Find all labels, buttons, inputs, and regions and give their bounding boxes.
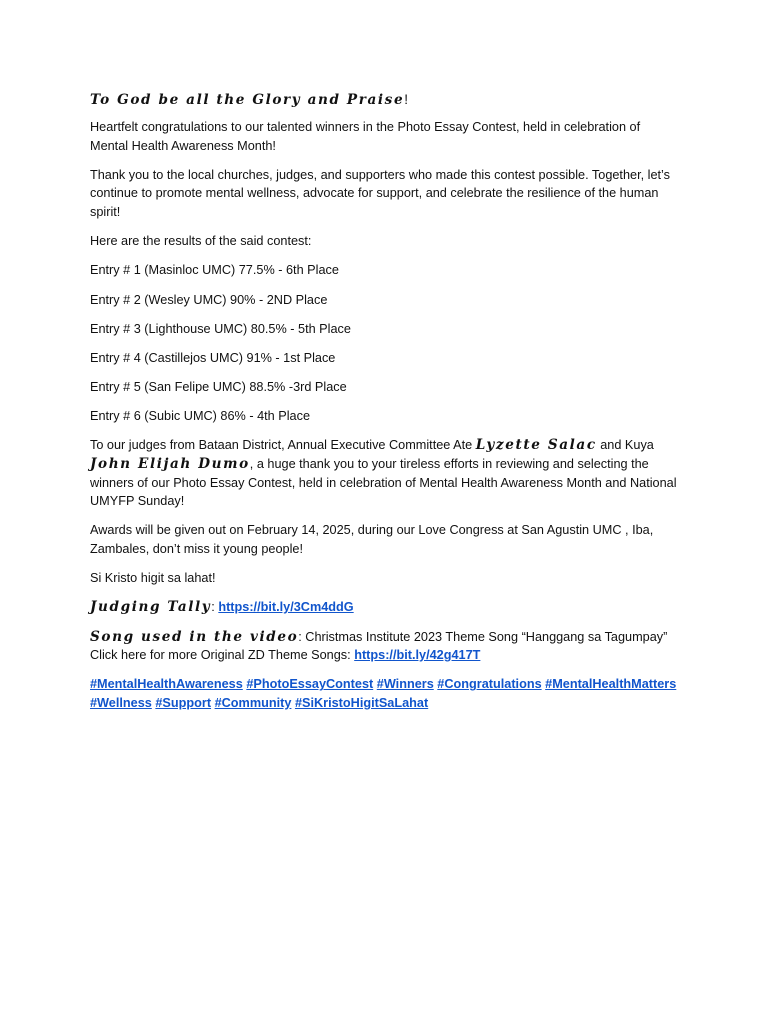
- song-label: Song used in the video: [90, 628, 299, 645]
- hashtags: [90, 675, 680, 712]
- hashtag-link[interactable]: #Support: [155, 695, 212, 710]
- hashtag-link[interactable]: #Congratulations: [437, 677, 542, 692]
- heading-text: To God be all the Glory and Praise: [90, 92, 405, 108]
- hashtag-link[interactable]: #PhotoEssayContest: [246, 677, 374, 692]
- song-link[interactable]: https://bit.ly/42g417T: [354, 648, 481, 663]
- awards-paragraph: Awards will be given out on February 14, 2025, during our Love Congress at San Agustin UMC , Iba, Zambales, don’t miss it young people!: [90, 523, 654, 557]
- heading: [90, 89, 680, 111]
- thanks-paragraph: Thank you to the local churches, judges, and supporters who made this contest possible. Together, let’s continue to promote mental wellness, advocate for support, and celebrate the resilience of the human spirit!: [90, 167, 670, 219]
- judging-tally-label: Judging Tally: [90, 599, 212, 616]
- judges-suffix: , a huge thank you to your tireless efforts in reviewing and selecting the winners of our Photo Essay Contest, held in celebration of Mental Health Awareness Month and National UMYFP Sunday!: [90, 457, 677, 509]
- intro-paragraph: Heartfelt congratulations to our talented winners in the Photo Essay Contest, held in celebration of Mental Health Awareness Month!: [90, 120, 641, 153]
- hashtag-link[interactable]: #MentalHealthMatters: [545, 677, 677, 692]
- entry-item: Entry # 4 (Castillejos UMC) 91% - 1st Place: [90, 350, 336, 365]
- judging-tally-sep: :: [211, 600, 219, 615]
- judge-name-1: Lyzette Salac: [475, 437, 597, 454]
- judging-tally-line: [90, 598, 680, 617]
- song-paragraph: [90, 628, 680, 665]
- hashtag-link[interactable]: #Community: [214, 695, 292, 710]
- entry-item: Entry # 6 (Subic UMC) 86% - 4th Place: [90, 409, 310, 424]
- results-intro: Here are the results of the said contest:: [90, 234, 312, 249]
- entry-item: Entry # 3 (Lighthouse UMC) 80.5% - 5th Place: [90, 321, 351, 336]
- judges-prefix: To our judges from Bataan District, Annual Executive Committee Ate: [90, 438, 476, 453]
- song-text: : Christmas Institute 2023 Theme Song “Hanggang sa Tagumpay” Click here for more Original ZD Theme Songs:: [90, 629, 668, 663]
- entry-item: Entry # 2 (Wesley UMC) 90% - 2ND Place: [90, 292, 328, 307]
- hashtag-link[interactable]: #MentalHealthAwareness: [90, 677, 243, 692]
- judging-tally-link[interactable]: https://bit.ly/3Cm4ddG: [218, 600, 354, 615]
- hashtag-link[interactable]: #SiKristoHigitSaLahat: [294, 695, 429, 710]
- entry-item: Entry # 5 (San Felipe UMC) 88.5% -3rd Place: [90, 380, 347, 395]
- judge-name-2: John Elijah Dumo: [90, 456, 250, 473]
- closing-line: Si Kristo higit sa lahat!: [90, 571, 216, 586]
- judges-paragraph: [90, 436, 680, 510]
- judges-middle: and Kuya: [596, 438, 654, 453]
- hashtag-link[interactable]: #Wellness: [90, 695, 152, 710]
- entry-item: Entry # 1 (Masinloc UMC) 77.5% - 6th Place: [90, 263, 339, 278]
- post-body: [90, 89, 680, 723]
- hashtag-link[interactable]: #Winners: [376, 677, 434, 692]
- heading-suffix: !: [404, 92, 408, 107]
